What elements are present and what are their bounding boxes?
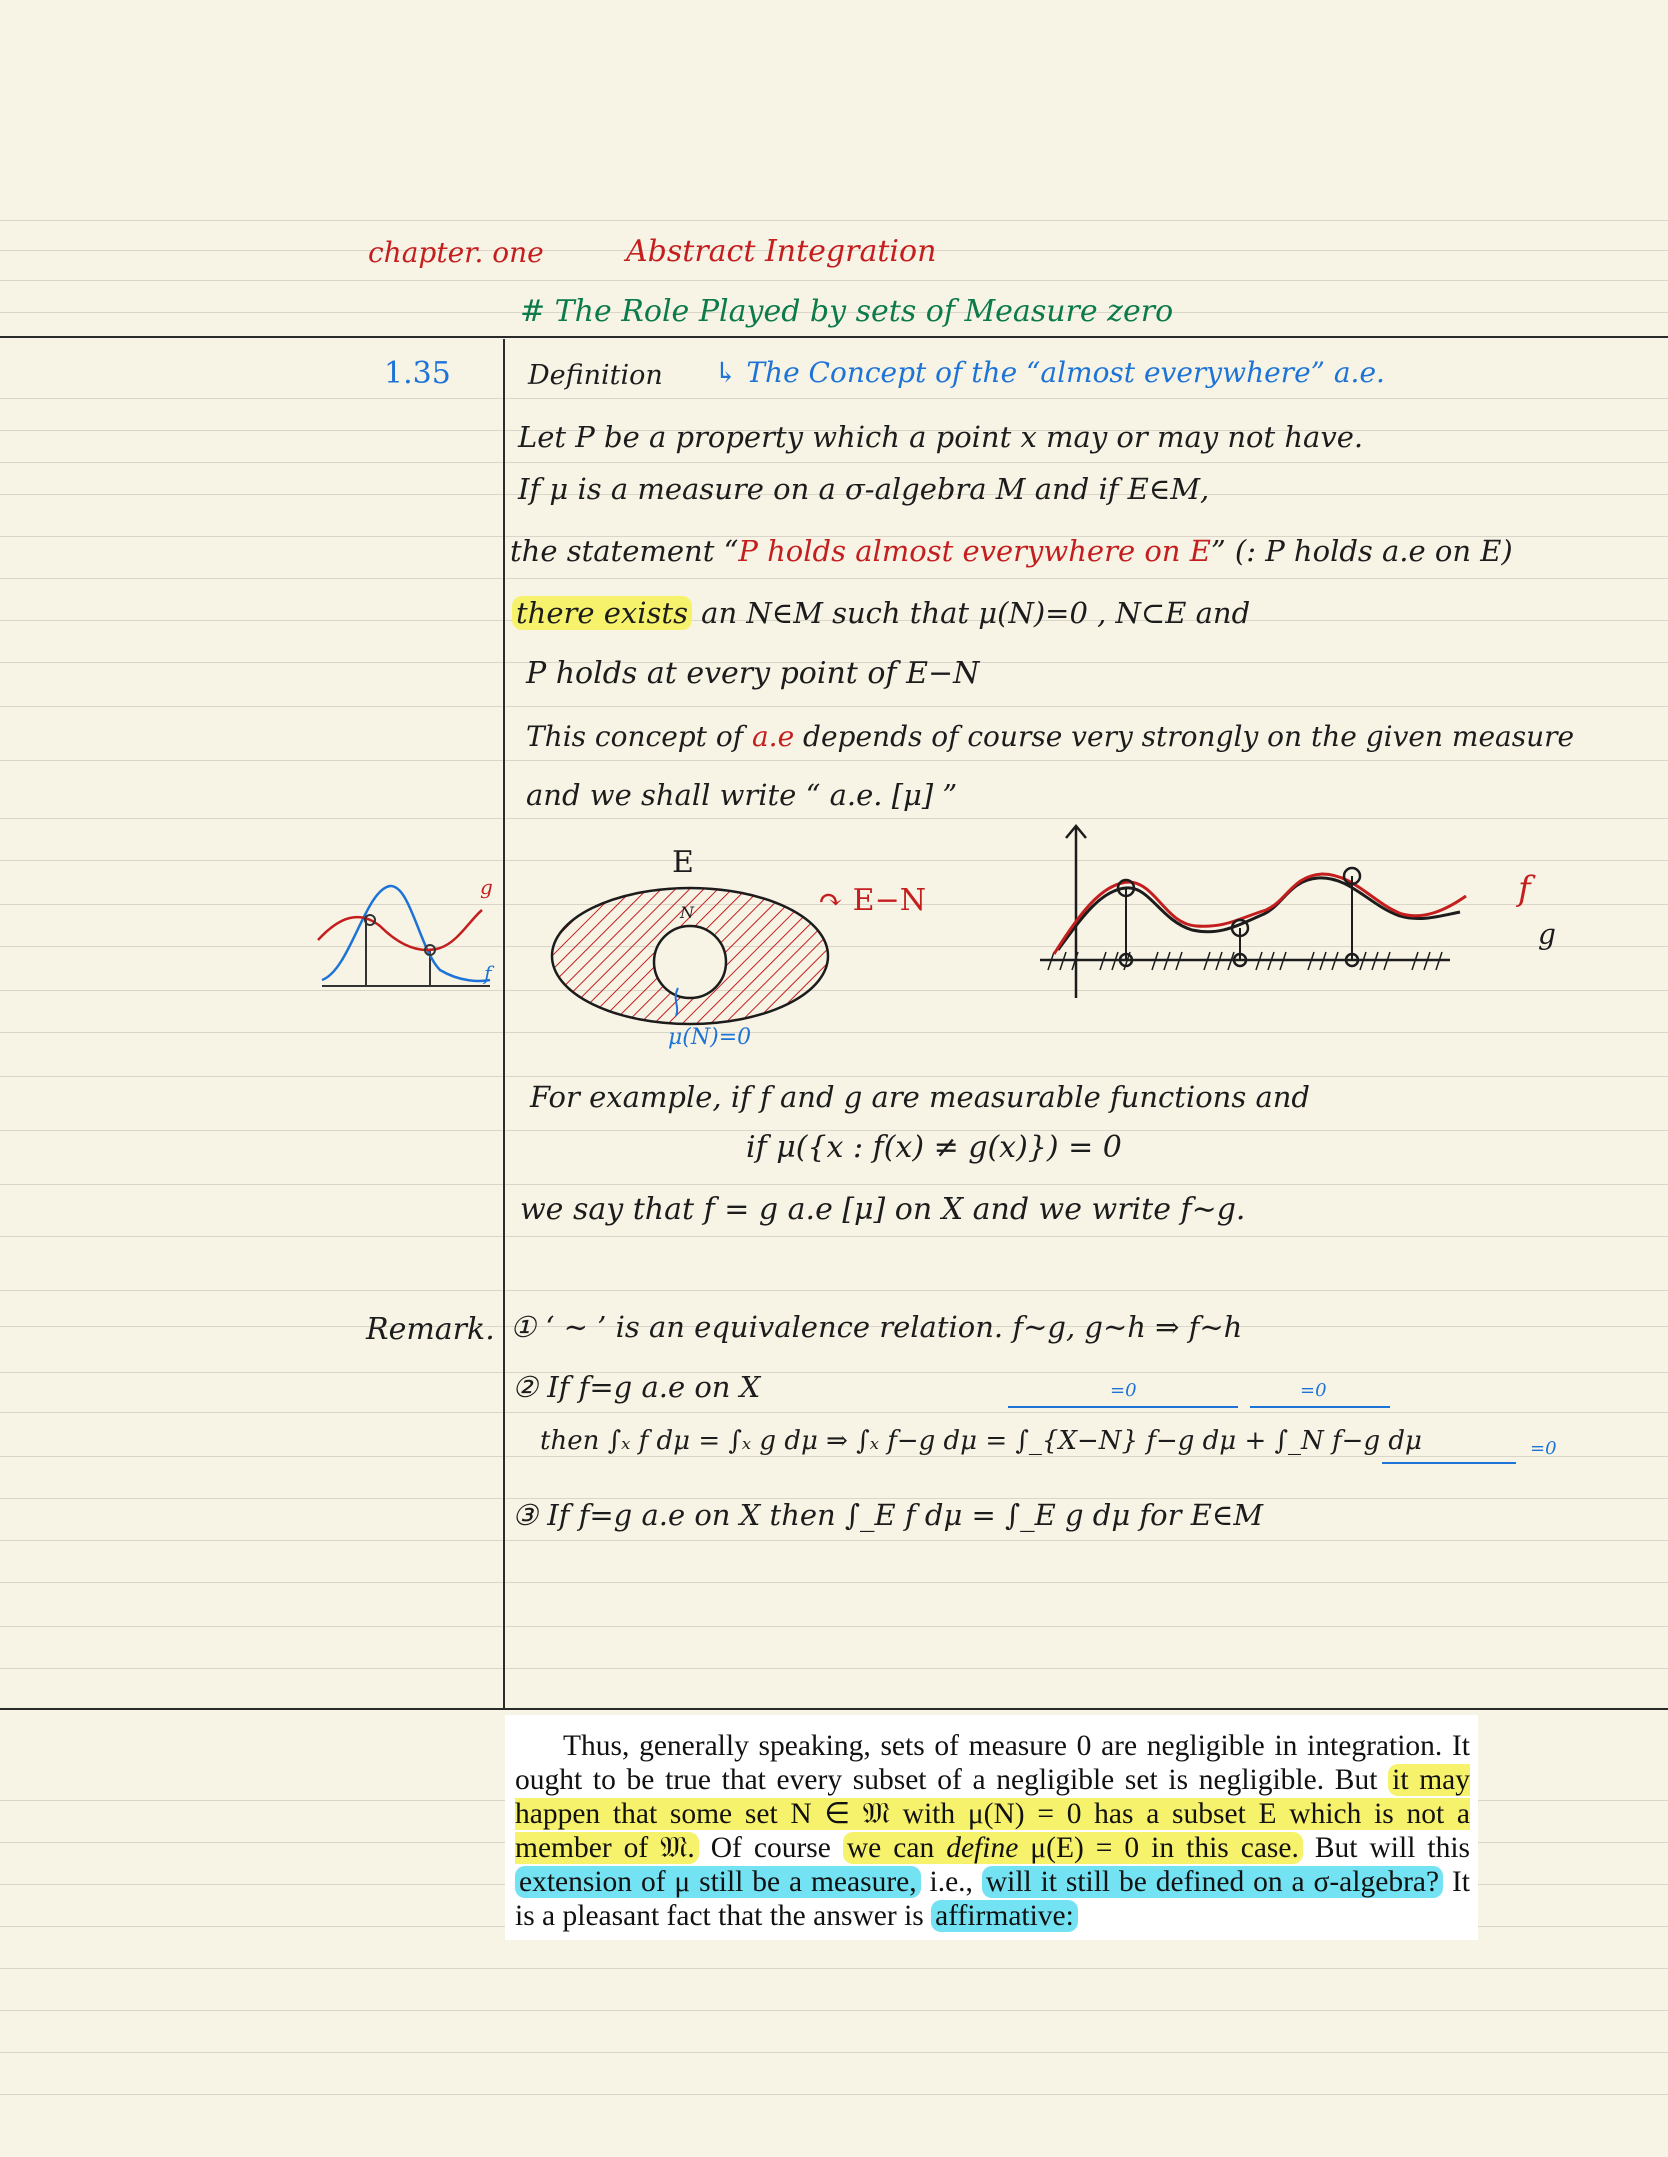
book-highlight-cyan-3: affirmative: bbox=[931, 1900, 1078, 1932]
remark-label: Remark. bbox=[366, 1312, 495, 1347]
function-graph bbox=[1040, 820, 1570, 1000]
exists-rest: an N∈M such that μ(N)=0 , N⊂E and bbox=[691, 596, 1251, 630]
book-highlight-yellow-1: it may happen that some set N ∈ 𝔐 with μ(N) = 0 has a subset E which is not a member of 𝔐. bbox=[515, 1764, 1471, 1864]
book-highlight-yellow-2 bbox=[843, 1832, 1303, 1864]
definition-concept-line bbox=[526, 720, 1574, 753]
small-graph-f: f bbox=[484, 961, 492, 985]
book-text-4: i.e., bbox=[920, 1866, 982, 1898]
book-paragraph bbox=[515, 1729, 1470, 1933]
remark-zero-1: =0 bbox=[1110, 1380, 1137, 1401]
graph-g-label: g bbox=[1538, 918, 1556, 951]
book-text-2: Of course bbox=[698, 1832, 843, 1864]
remark-overline-1 bbox=[1008, 1406, 1238, 1408]
example-line-1: For example, if f and g are measurable functions and bbox=[530, 1080, 1310, 1114]
remark-overline-2 bbox=[1250, 1406, 1390, 1408]
set-E-label: E bbox=[672, 845, 694, 880]
book-text-define: define bbox=[946, 1832, 1019, 1864]
remark-zero-2: =0 bbox=[1300, 1380, 1327, 1401]
concept-rest: depends of course very strongly on the given measure bbox=[794, 720, 1575, 753]
remark-item-3: ③ If f=g a.e on X then ∫_E f dμ = ∫_E g dμ for E∈M bbox=[512, 1498, 1264, 1532]
book-excerpt bbox=[505, 1715, 1478, 1940]
remark-item-1: ① ‘ ∼ ’ is an equivalence relation. f∼g, g∼h ⇒ f∼h bbox=[510, 1310, 1243, 1344]
book-highlight-cyan-1: extension of μ still be a measure, bbox=[515, 1866, 921, 1898]
book-highlight-cyan-2: will it still be defined on a σ-algebra? bbox=[982, 1866, 1443, 1898]
set-diagram bbox=[540, 840, 980, 1070]
remark-underline bbox=[1382, 1462, 1516, 1464]
definition-statement-line bbox=[510, 534, 1513, 568]
definition-line-1: Let P be a property which a point x may or may not have. bbox=[518, 420, 1364, 454]
E-minus-N-label: ↷ E−N bbox=[818, 883, 926, 918]
book-text-we-can: we can bbox=[846, 1832, 947, 1864]
small-intersection-graph bbox=[310, 870, 500, 990]
definition-label: Definition bbox=[528, 360, 663, 391]
definition-line-2: If μ is a measure on a σ-algebra M and if E∈M, bbox=[518, 472, 1210, 506]
chapter-label: chapter. one bbox=[368, 236, 544, 269]
book-text-mu-e: μ(E) = 0 in this case. bbox=[1018, 1832, 1299, 1864]
definition-write-line: and we shall write “ a.e. [μ] ” bbox=[526, 778, 958, 812]
highlight-there-exists: there exists bbox=[512, 596, 692, 630]
remark-zero-3: =0 bbox=[1530, 1438, 1557, 1459]
remark-item-2a: ② If f=g a.e on X bbox=[512, 1370, 761, 1404]
book-text-3: But will this bbox=[1302, 1832, 1471, 1864]
example-line-2: if μ({x : f(x) ≠ g(x)}) = 0 bbox=[746, 1130, 1122, 1165]
concept-ae: a.e bbox=[751, 720, 795, 753]
small-graph-g: g bbox=[480, 875, 493, 899]
book-text-1: Thus, generally speaking, sets of measure 0 are negligible in integration. It ought to be true that every subset of a negligible set is negligible. But bbox=[515, 1730, 1470, 1796]
definition-line-every-point: P holds at every point of E−N bbox=[526, 656, 980, 691]
definition-concept: ↳ The Concept of the “almost everywhere” a.e. bbox=[714, 356, 1385, 389]
definition-number: 1.35 bbox=[384, 356, 451, 391]
set-N-label: N bbox=[680, 903, 694, 922]
statement-almost-everywhere: P holds almost everywhere on E bbox=[738, 534, 1211, 568]
section-heading: # The Role Played by sets of Measure zero bbox=[520, 294, 1174, 329]
definition-exists-line bbox=[512, 596, 1250, 630]
book-text-5: It is a pleasant fact that the answer is bbox=[515, 1866, 1470, 1932]
remark-item-2b: then ∫ₓ f dμ = ∫ₓ g dμ ⇒ ∫ₓ f−g dμ = ∫_{X−N} f−g dμ + ∫_N f−g dμ bbox=[540, 1426, 1422, 1456]
concept-prefix: This concept of bbox=[526, 720, 752, 753]
graph-f-label: f bbox=[1518, 869, 1531, 909]
example-line-3: we say that f = g a.e [μ] on X and we write f∼g. bbox=[520, 1192, 1246, 1227]
mu-N-label: μ(N)=0 bbox=[668, 1025, 752, 1050]
statement-suffix: ” (: P holds a.e on E) bbox=[1210, 534, 1513, 568]
statement-prefix: the statement “ bbox=[510, 534, 739, 568]
chapter-title: Abstract Integration bbox=[626, 234, 937, 269]
